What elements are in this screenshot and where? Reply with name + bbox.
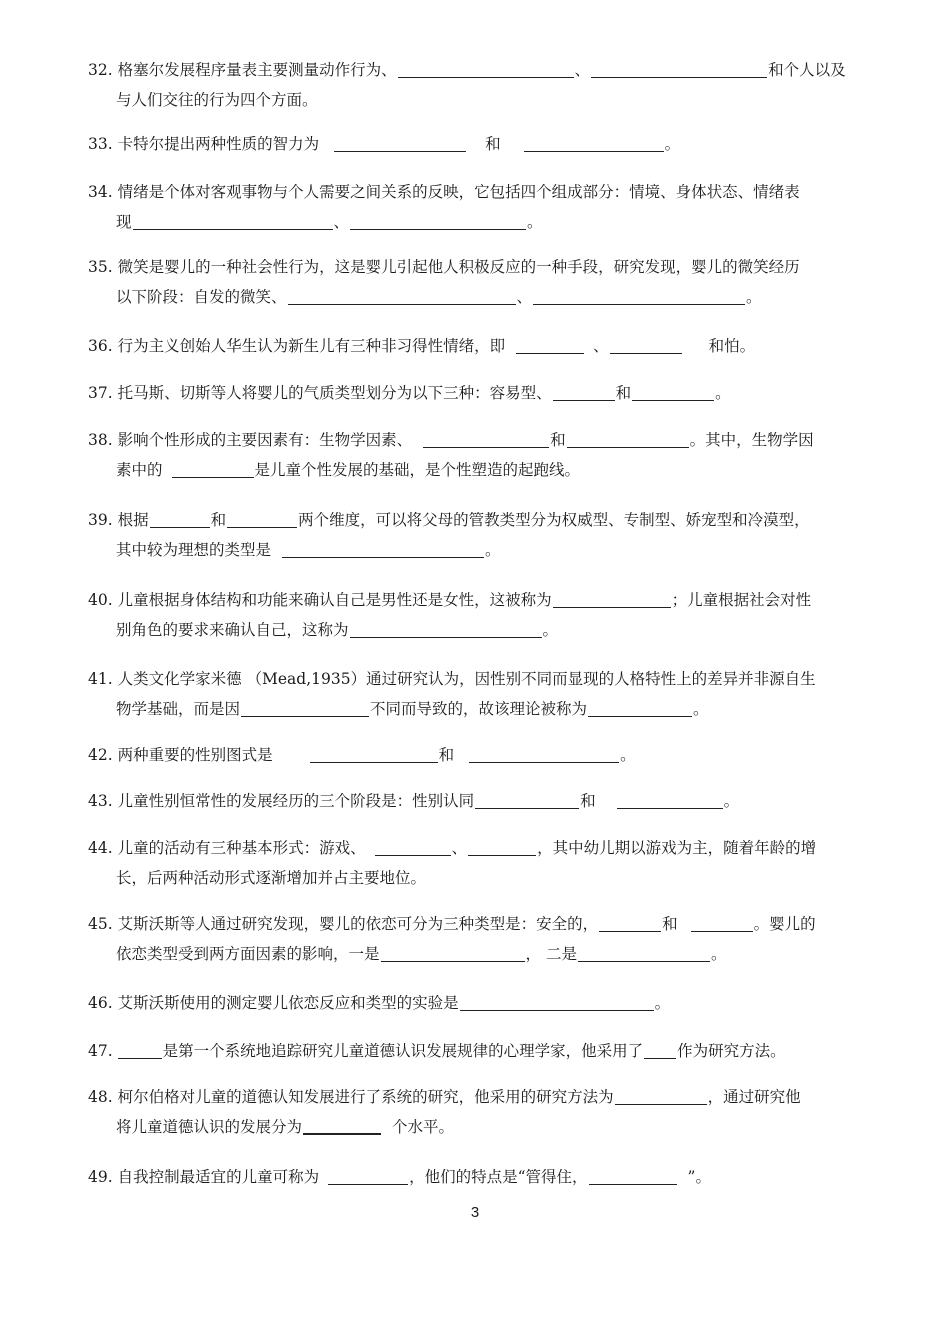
- answer-blank[interactable]: [133, 209, 333, 230]
- question-text: 。: [664, 135, 681, 153]
- question-text: ”。: [687, 1168, 711, 1186]
- question-text: 。: [527, 213, 543, 231]
- answer-blank[interactable]: [381, 941, 525, 962]
- question-text: 。: [620, 746, 636, 764]
- question-48: [88, 1082, 888, 1142]
- question-text: 32. 格塞尔发展程序量表主要测量动作行为、: [88, 61, 397, 79]
- answer-blank[interactable]: [644, 1038, 676, 1059]
- question-text: ， 二是: [525, 945, 577, 963]
- question-32: [88, 55, 888, 115]
- question-text: 47.: [88, 1042, 113, 1060]
- question-37: [88, 378, 888, 408]
- question-text: 42. 两种重要的性别图式是: [88, 746, 273, 764]
- question-text: 49. 自我控制最适宜的儿童可称为: [88, 1168, 320, 1186]
- question-text: 和: [580, 792, 596, 810]
- answer-blank[interactable]: [615, 1084, 707, 1105]
- question-text: 和个人以及: [768, 61, 846, 79]
- answer-blank[interactable]: [468, 835, 536, 856]
- answer-blank[interactable]: [567, 427, 689, 448]
- answer-blank[interactable]: [118, 1038, 162, 1059]
- answer-blank[interactable]: [328, 1164, 408, 1185]
- question-text: 。: [485, 541, 501, 559]
- question-33: [88, 129, 888, 159]
- question-text: 个水平。: [392, 1118, 455, 1136]
- question-46: [88, 988, 888, 1018]
- question-text: 。: [746, 288, 762, 306]
- question-text: 和: [662, 915, 678, 933]
- question-text: 作为研究方法。: [677, 1042, 786, 1060]
- answer-blank[interactable]: [617, 788, 723, 809]
- answer-blank[interactable]: [553, 587, 671, 608]
- question-text: 和: [485, 135, 501, 153]
- question-text: 37. 托马斯、切斯等人将婴儿的气质类型划分为以下三种：容易型、: [88, 384, 552, 402]
- answer-blank[interactable]: [691, 911, 753, 932]
- question-40: [88, 585, 888, 645]
- question-34: [88, 177, 888, 237]
- question-text: 现: [116, 213, 132, 231]
- question-35: [88, 252, 888, 312]
- answer-blank[interactable]: [533, 284, 745, 305]
- answer-blank[interactable]: [172, 457, 254, 478]
- answer-blank[interactable]: [282, 537, 484, 558]
- question-text: 两个维度，可以将父母的管教类型分为权威型、专制型、娇宠型和冷漠型，: [298, 511, 810, 529]
- question-text: 35. 微笑是婴儿的一种社会性行为，这是婴儿引起他人积极反应的一种手段，研究发现，婴儿的微笑经历: [88, 258, 800, 276]
- question-text: 36. 行为主义创始人华生认为新生儿有三种非习得性情绪，即: [88, 337, 506, 355]
- question-text: ，通过研究他: [707, 1088, 801, 1106]
- answer-blank[interactable]: [589, 1164, 677, 1185]
- question-text: 和: [550, 431, 566, 449]
- answer-blank[interactable]: [150, 507, 210, 528]
- question-text: 39. 根据: [88, 511, 149, 529]
- question-text: 、: [574, 61, 591, 79]
- question-43: [88, 786, 888, 816]
- question-text: 长，后两种活动形式逐渐增加并占主要地位。: [116, 869, 427, 887]
- question-text: 、: [593, 337, 609, 355]
- answer-blank[interactable]: [350, 617, 542, 638]
- question-text: 以下阶段：自发的微笑、: [116, 288, 287, 306]
- question-text: 素中的: [116, 461, 163, 479]
- question-text: 依恋类型受到两方面因素的影响，一是: [116, 945, 380, 963]
- question-text: 45. 艾斯沃斯等人通过研究发现，婴儿的依恋可分为三种类型是：安全的，: [88, 915, 599, 933]
- question-47: [88, 1036, 888, 1066]
- question-49: [88, 1162, 888, 1192]
- question-text: 物学基础，而是因: [116, 700, 241, 718]
- question-text: 和: [615, 384, 632, 402]
- question-text: 和: [210, 511, 227, 529]
- question-text: 将儿童道德认识的发展分为: [116, 1118, 303, 1136]
- page-number: 3: [470, 1204, 480, 1221]
- answer-blank[interactable]: [516, 333, 584, 354]
- question-text: 。其中，生物学因: [689, 431, 814, 449]
- question-text: 与人们交往的行为四个方面。: [116, 91, 318, 109]
- answer-blank[interactable]: [423, 427, 549, 448]
- question-text: 是儿童个性发展的基础，是个性塑造的起跑线。: [254, 461, 581, 479]
- question-text: 。: [715, 384, 731, 402]
- question-text: 41. 人类文化学家米德 （Mead,1935）通过研究认为，因性别不同而显现的人格特性上的差异并非源自生: [88, 670, 816, 688]
- question-text: 和怕。: [708, 337, 756, 355]
- answer-blank[interactable]: [288, 284, 516, 305]
- question-text: ，他们的特点是“管得住，: [409, 1168, 588, 1186]
- question-39: [88, 505, 888, 565]
- question-text: 。: [710, 945, 727, 963]
- question-41: [88, 664, 888, 724]
- answer-blank[interactable]: [310, 742, 438, 763]
- question-text: 34. 情绪是个体对客观事物与个人需要之间关系的反映，它包括四个组成部分：情境、身体状态、情绪表: [88, 183, 800, 201]
- answer-blank[interactable]: [398, 57, 574, 78]
- question-text: 。婴儿的: [753, 915, 816, 933]
- question-text: 别角色的要求来确认自己，这称为: [116, 621, 349, 639]
- answer-blank[interactable]: [610, 333, 682, 354]
- question-text: 其中较为理想的类型是: [116, 541, 272, 559]
- question-text: ，其中幼儿期以游戏为主，随着年龄的增: [537, 839, 817, 857]
- answer-blank[interactable]: [632, 380, 714, 401]
- answer-blank[interactable]: [524, 131, 664, 152]
- answer-blank[interactable]: [350, 209, 526, 230]
- question-text: 和: [438, 746, 455, 764]
- question-text: 48. 柯尔伯格对儿童的道德认知发展进行了系统的研究，他采用的研究方法为: [88, 1088, 614, 1106]
- question-text: ；儿童根据社会对性: [671, 591, 812, 609]
- question-text: 不同而导致的，故该理论被称为: [370, 700, 588, 718]
- answer-blank[interactable]: [303, 1113, 381, 1135]
- question-text: 。: [723, 792, 740, 810]
- answer-blank[interactable]: [475, 788, 579, 809]
- answer-blank[interactable]: [553, 380, 615, 401]
- question-38: [88, 425, 888, 485]
- question-text: 。: [654, 994, 671, 1012]
- question-text: 、: [451, 839, 468, 857]
- answer-blank[interactable]: [460, 990, 654, 1011]
- question-text: 44. 儿童的活动有三种基本形式：游戏、: [88, 839, 366, 857]
- question-text: 。: [542, 621, 559, 639]
- question-44: [88, 833, 888, 893]
- question-text: 38. 影响个性形成的主要因素有：生物学因素、: [88, 431, 413, 449]
- answer-blank[interactable]: [469, 742, 619, 763]
- answer-blank[interactable]: [578, 941, 710, 962]
- answer-blank[interactable]: [588, 696, 692, 717]
- question-42: [88, 740, 888, 770]
- answer-blank[interactable]: [334, 131, 466, 152]
- question-36: [88, 331, 888, 361]
- question-text: 是第一个系统地追踪研究儿童道德认识发展规律的心理学家，他采用了: [162, 1042, 644, 1060]
- question-text: 40. 儿童根据身体结构和功能来确认自己是男性还是女性，这被称为: [88, 591, 552, 609]
- question-45: [88, 909, 888, 969]
- answer-blank[interactable]: [241, 696, 369, 717]
- question-text: 46. 艾斯沃斯使用的测定婴儿依恋反应和类型的实验是: [88, 994, 459, 1012]
- question-text: 43. 儿童性别恒常性的发展经历的三个阶段是：性别认同: [88, 792, 475, 810]
- answer-blank[interactable]: [591, 57, 767, 78]
- answer-blank[interactable]: [227, 507, 297, 528]
- question-text: 33. 卡特尔提出两种性质的智力为: [88, 135, 320, 153]
- answer-blank[interactable]: [599, 911, 661, 932]
- question-text: 、: [516, 288, 533, 306]
- answer-blank[interactable]: [375, 835, 451, 856]
- question-text: 。: [693, 700, 709, 718]
- question-text: 、: [333, 213, 350, 231]
